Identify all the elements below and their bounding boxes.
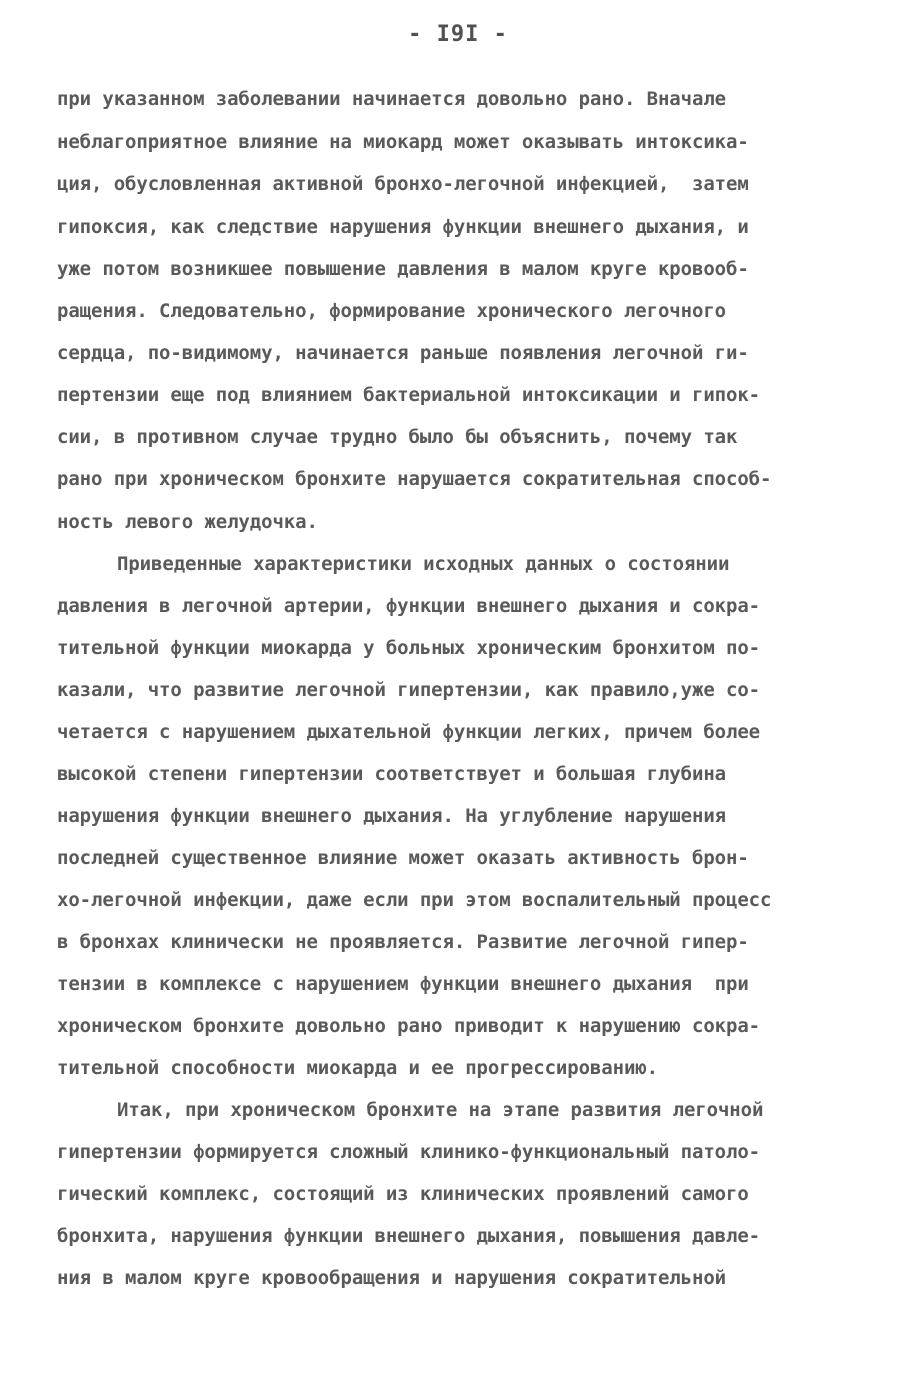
text-line: ния в малом круге кровообращения и нарушения сократительной [57, 1267, 726, 1289]
text-line: четается с нарушением дыхательной функции легких, причем более [57, 721, 761, 743]
page-number: - I9I - [408, 22, 508, 47]
text-line: тительной функции миокарда у больных хроническим бронхитом по- [57, 637, 761, 659]
text-line: тительной способности миокарда и ее прогрессированию. [57, 1057, 658, 1079]
text-line: гический комплекс, состоящий из клинических проявлений самого [57, 1183, 749, 1205]
text-line: последней существенное влияние может оказать активность брон- [57, 847, 749, 869]
text-line: в бронхах клинически не проявляется. Развитие легочной гипер- [57, 931, 749, 953]
text-line: хроническом бронхите довольно рано приводит к нарушению сокра- [57, 1015, 761, 1037]
text-line: казали, что развитие легочной гипертензии, как правило,уже со- [57, 679, 761, 701]
text-line: давления в легочной артерии, функции внешнего дыхания и сокра- [57, 595, 761, 617]
text-line: ция, обусловленная активной бронхо-легочной инфекцией, затем [57, 173, 749, 195]
text-line: рано при хроническом бронхите нарушается сократительная способ- [57, 468, 772, 490]
text-line: ность левого желудочка. [57, 511, 318, 533]
text-line: Приведенные характеристики исходных данных о состоянии [117, 553, 730, 575]
text-line: пертензии еще под влиянием бактериальной интоксикации и гипок- [57, 384, 761, 406]
text-line: ращения. Следовательно, формирование хронического легочного [57, 300, 726, 322]
text-line: сердца, по-видимому, начинается раньше появления легочной ги- [57, 342, 749, 364]
text-line: сии, в противном случае трудно было бы объяснить, почему так [57, 426, 738, 448]
text-line: хо-легочной инфекции, даже если при этом воспалительный процесс [57, 889, 772, 911]
text-line: бронхита, нарушения функции внешнего дыхания, повышения давле- [57, 1225, 761, 1247]
text-line: неблагоприятное влияние на миокард может оказывать интоксика- [57, 131, 749, 153]
text-line: гипертензии формируется сложный клинико-функциональный патоло- [57, 1141, 761, 1163]
text-line: тензии в комплексе с нарушением функции внешнего дыхания при [57, 973, 749, 995]
text-line: при указанном заболевании начинается довольно рано. Вначале [57, 88, 726, 110]
text-line: уже потом возникшее повышение давления в малом круге кровооб- [57, 258, 749, 280]
text-line: гипоксия, как следствие нарушения функции внешнего дыхания, и [57, 216, 749, 238]
text-line: нарушения функции внешнего дыхания. На углубление нарушения [57, 805, 726, 827]
text-line: высокой степени гипертензии соответствует и большая глубина [57, 763, 726, 785]
text-line: Итак, при хроническом бронхите на этапе развития легочной [117, 1099, 764, 1121]
